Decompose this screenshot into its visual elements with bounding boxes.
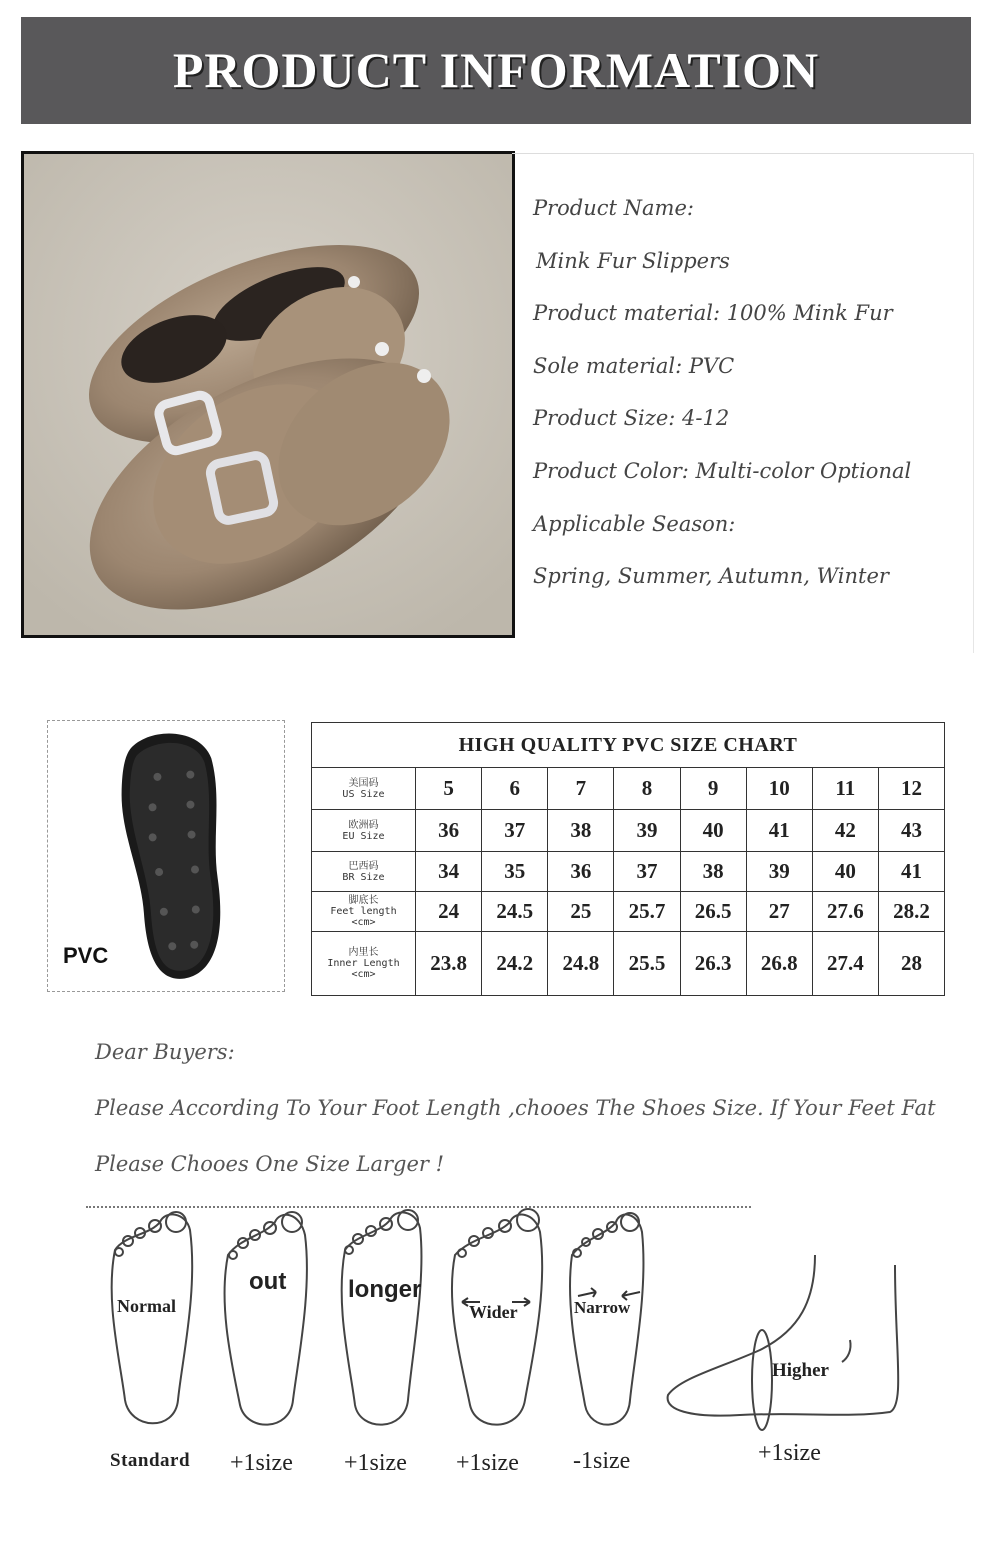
table-cell: 10 xyxy=(746,768,812,810)
foot-label-longer: longer xyxy=(348,1276,422,1303)
table-cell: 24.8 xyxy=(548,932,614,996)
table-cell: 39 xyxy=(746,852,812,892)
table-cell: 5 xyxy=(416,768,482,810)
out-foot-icon xyxy=(225,1212,307,1425)
table-cell: 27.6 xyxy=(812,892,878,932)
foot-label-higher: Higher xyxy=(772,1360,829,1381)
info-line: Mink Fur Slippers xyxy=(536,248,730,273)
foot-size-standard: Standard xyxy=(110,1450,191,1471)
foot-size-out: +1size xyxy=(230,1450,293,1476)
table-cell: 9 xyxy=(680,768,746,810)
longer-foot-icon xyxy=(342,1210,422,1425)
table-cell: 23.8 xyxy=(416,932,482,996)
foot-size-longer: +1size xyxy=(344,1450,407,1476)
table-cell: 42 xyxy=(812,810,878,852)
table-cell: 35 xyxy=(482,852,548,892)
table-cell: 25 xyxy=(548,892,614,932)
table-cell: 38 xyxy=(680,852,746,892)
table-cell: 28.2 xyxy=(878,892,944,932)
row-label: 欧洲码 EU Size xyxy=(312,810,416,852)
note-line: Please According To Your Foot Length ,chooes The Shoes Size. If Your Feet Fat xyxy=(95,1096,936,1120)
foot-size-wider: +1size xyxy=(456,1450,519,1476)
sole-label: PVC xyxy=(63,943,109,968)
note-line: Please Chooes One Size Larger ! xyxy=(95,1152,445,1176)
foot-label-wider: Wider xyxy=(469,1302,518,1322)
table-cell: 11 xyxy=(812,768,878,810)
higher-foot-icon xyxy=(668,1255,899,1430)
foot-size-narrow: -1size xyxy=(573,1448,631,1474)
narrow-foot-icon xyxy=(570,1213,643,1425)
table-cell: 27.4 xyxy=(812,932,878,996)
table-cell: 36 xyxy=(548,852,614,892)
table-cell: 24.2 xyxy=(482,932,548,996)
table-cell: 7 xyxy=(548,768,614,810)
table-cell: 26.3 xyxy=(680,932,746,996)
info-line: Applicable Season: xyxy=(533,511,736,536)
info-line: Product Size: 4-12 xyxy=(533,406,730,431)
table-cell: 6 xyxy=(482,768,548,810)
row-label: 美国码 US Size xyxy=(312,768,416,810)
page-title: PRODUCT INFORMATION xyxy=(172,42,820,98)
row-label: 内里长 Inner Length <cm> xyxy=(312,932,416,996)
table-cell: 43 xyxy=(878,810,944,852)
table-cell: 41 xyxy=(878,852,944,892)
table-cell: 36 xyxy=(416,810,482,852)
table-cell: 40 xyxy=(812,852,878,892)
info-line: Sole material: PVC xyxy=(533,353,735,378)
table-cell: 8 xyxy=(614,768,680,810)
table-cell: 25.7 xyxy=(614,892,680,932)
table-cell: 24.5 xyxy=(482,892,548,932)
foot-label-normal: Normal xyxy=(117,1296,176,1316)
table-cell: 37 xyxy=(614,852,680,892)
info-line: Product Name: xyxy=(533,196,694,220)
table-cell: 26.8 xyxy=(746,932,812,996)
table-cell: 12 xyxy=(878,768,944,810)
table-cell: 38 xyxy=(548,810,614,852)
table-cell: 24 xyxy=(416,892,482,932)
foot-size-higher: +1size xyxy=(758,1440,821,1466)
size-chart-title: HIGH QUALITY PVC SIZE CHART xyxy=(312,723,945,768)
table-cell: 40 xyxy=(680,810,746,852)
table-cell: 28 xyxy=(878,932,944,996)
foot-label-out: out xyxy=(249,1268,287,1295)
table-cell: 34 xyxy=(416,852,482,892)
info-line: Product material: 100% Mink Fur xyxy=(533,301,893,326)
normal-foot-icon xyxy=(112,1212,193,1423)
note-line: Dear Buyers: xyxy=(95,1040,235,1064)
row-label: 巴西码 BR Size xyxy=(312,852,416,892)
table-cell: 27 xyxy=(746,892,812,932)
row-label: 脚底长 Feet length <cm> xyxy=(312,892,416,932)
table-cell: 39 xyxy=(614,810,680,852)
info-line: Spring, Summer, Autumn, Winter xyxy=(533,564,889,589)
info-line: Product Color: Multi-color Optional xyxy=(533,458,912,483)
table-cell: 26.5 xyxy=(680,892,746,932)
table-cell: 41 xyxy=(746,810,812,852)
table-cell: 25.5 xyxy=(614,932,680,996)
foot-label-narrow: Narrow xyxy=(574,1298,631,1317)
table-cell: 37 xyxy=(482,810,548,852)
